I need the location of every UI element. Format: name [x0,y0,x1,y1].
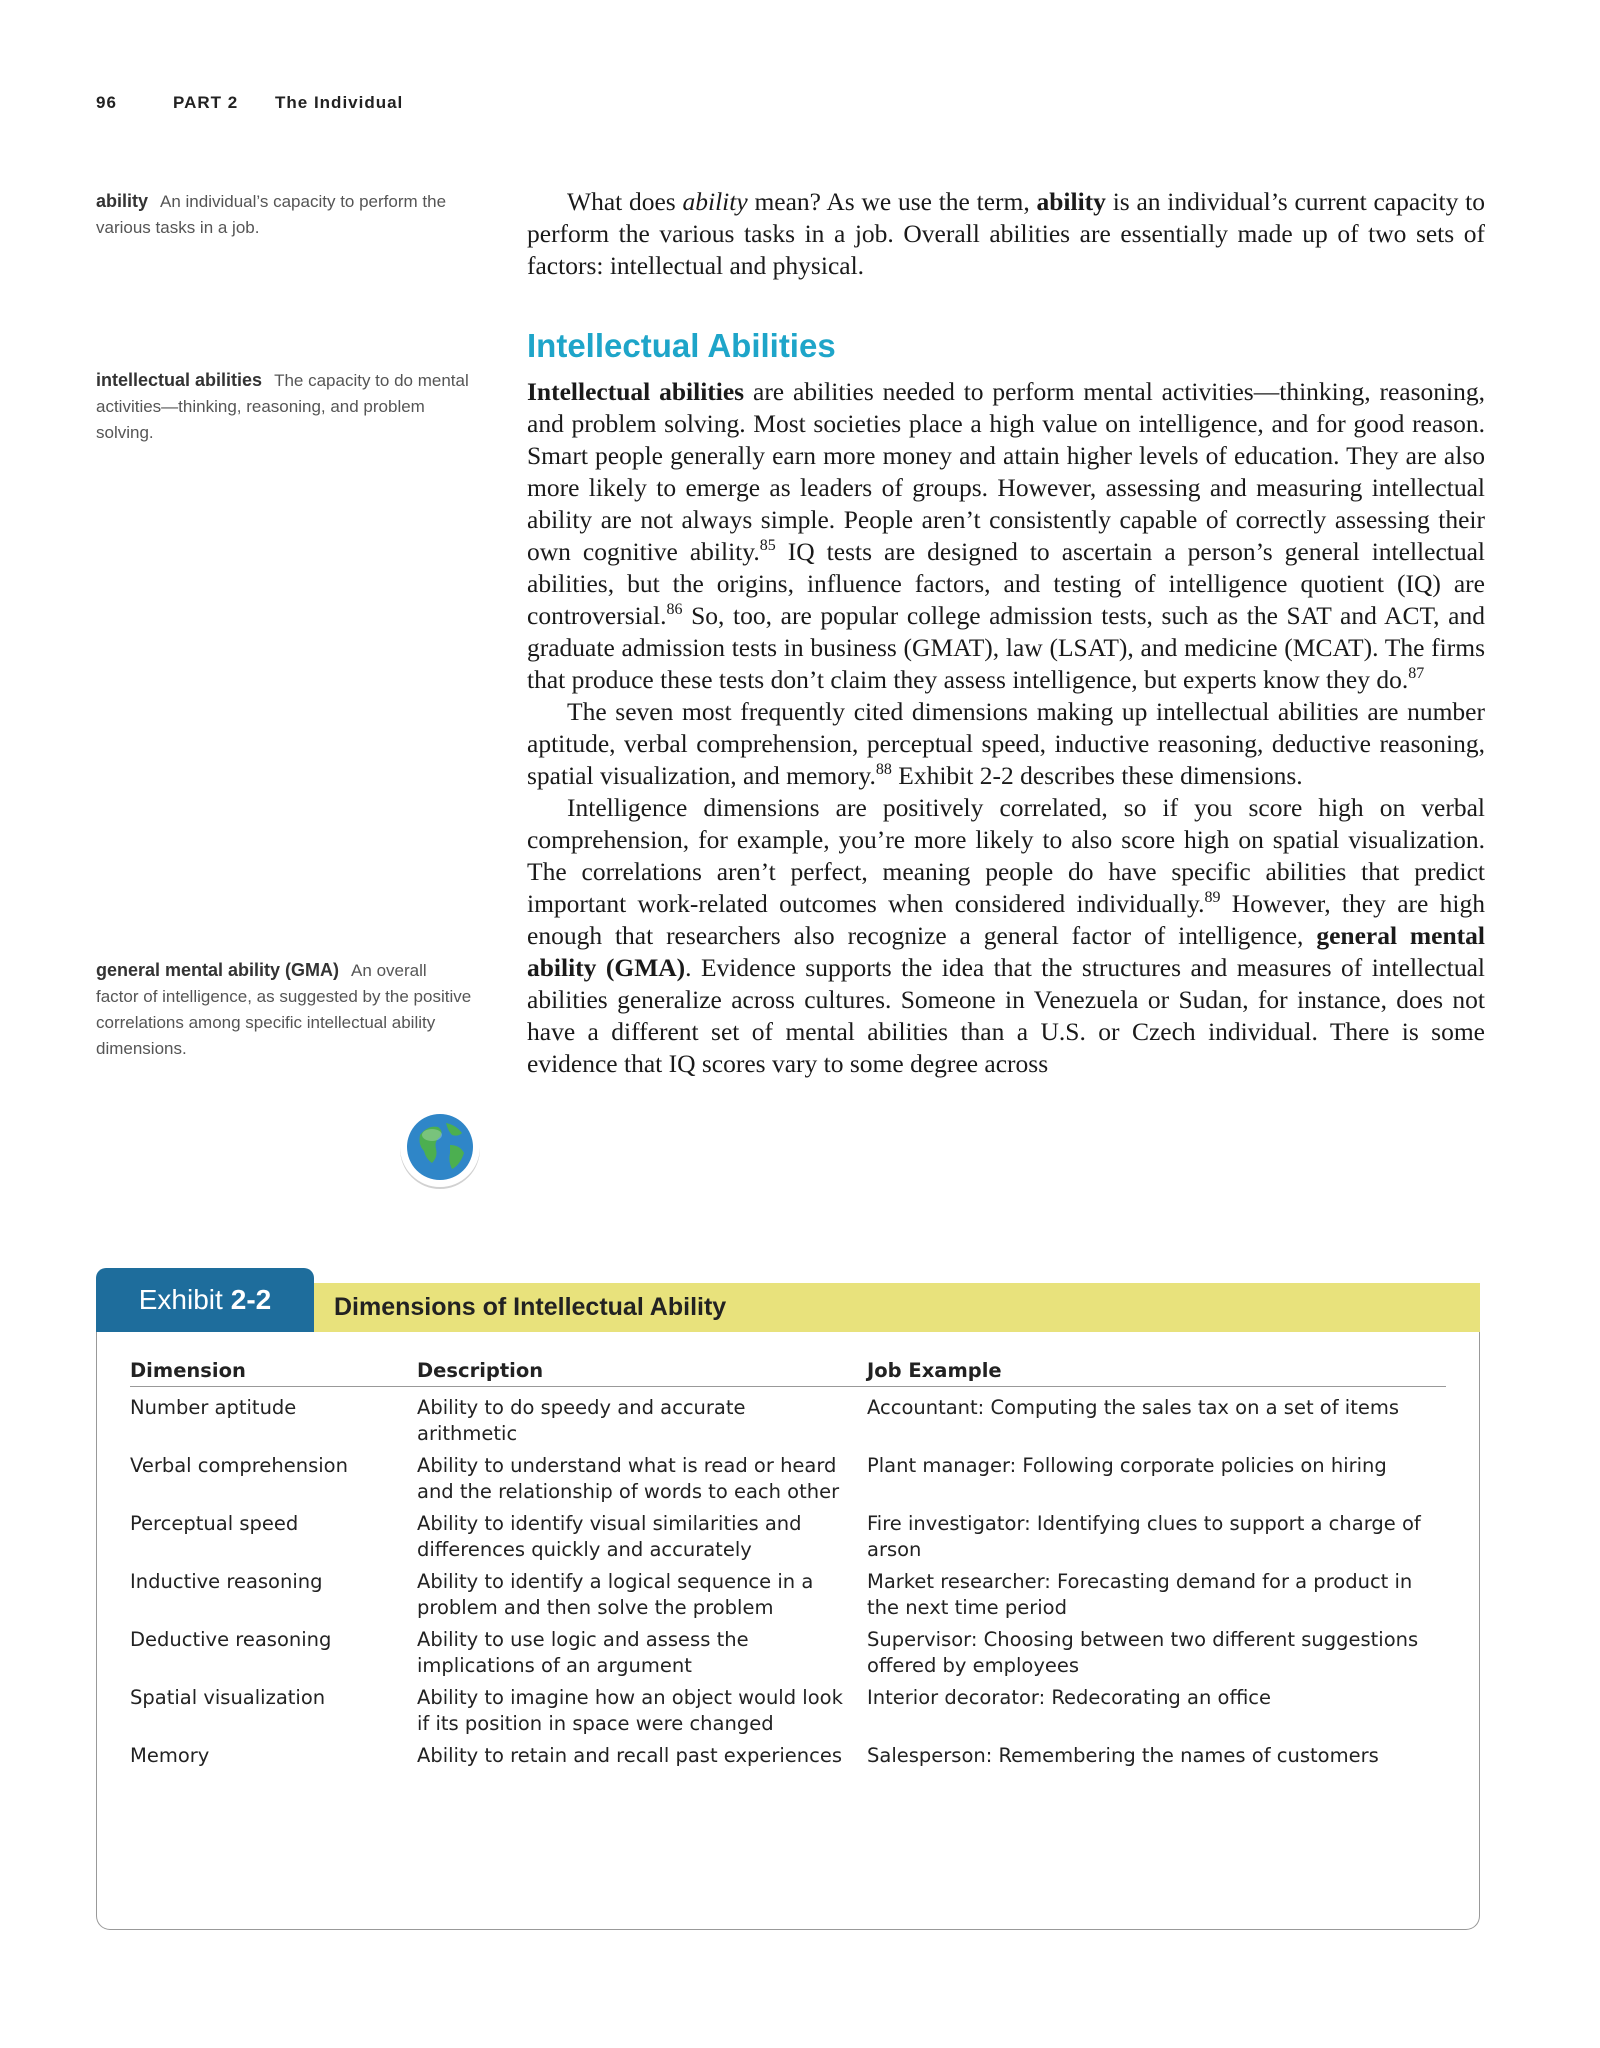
text-run-bold: Intellectual abilities [527,377,745,406]
cell-dimension: Memory [130,1744,210,1767]
glossary-term: general mental ability (GMA) [96,960,340,980]
footnote-ref: 88 [875,761,892,778]
text-run: So, too, are popular college admission tests, such as the SAT and ACT, and graduate admission tests in business (GMAT), law (LSAT), and medicine (MCAT). The firms that produce these tests don’t claim they assess intelligence, but experts know they do. [527,601,1485,694]
cell-example: Market researcher: Forecasting demand for a product in the next time period [867,1570,1413,1619]
table-row [130,1743,1446,1769]
section-heading: Intellectual Abilities [527,327,836,364]
cell-dimension: Deductive reasoning [130,1628,332,1651]
cell-example: Interior decorator: Redecorating an office [867,1686,1272,1709]
globe-icon [398,1105,482,1189]
cell-example: Supervisor: Choosing between two different suggestions offered by employees [867,1628,1419,1677]
exhibit-tab [96,1268,314,1332]
text-run: IQ tests are designed to ascertain a person’s general intellectual abilities, but the origins, influence factors, and testing of intelligence quotient (IQ) are controversial. [527,537,1486,630]
footnote-ref: 86 [666,601,683,618]
footnote-ref: 85 [759,537,776,554]
glossary-term: ability [96,191,149,211]
cell-description: Ability to imagine how an object would look if its position in space were changed [417,1686,843,1735]
paragraph-3 [527,792,1485,1080]
text-run: are abilities needed to perform mental activities—thinking, reasoning, and problem solving. Most societies place a high value on intelligence, and for good reason. Smart people generally earn more money and attain higher levels of education. They are also more likely to emerge as leaders of groups. However, assessing and measuring intellectual ability are not always simple. People aren’t consistently capable of correctly assessing their own cognitive ability. [527,377,1485,566]
section-title: The Individual [275,93,404,112]
cell-dimension: Spatial visualization [130,1686,326,1709]
text-run-italic: ability [682,187,748,216]
cell-description: Ability to retain and recall past experiences [417,1744,843,1767]
text-run: The seven most frequently cited dimensions making up intellectual abilities are number aptitude, verbal comprehension, perceptual speed, inductive reasoning, deductive reasoning, spatial visualization, and memory. [527,697,1485,790]
text-run: Intelligence dimensions are positively correlated, so if you score high on verbal comprehension, for example, you’re more likely to also score high on spatial visualization. The correlations aren’t perfect, meaning people do have specific abilities that predict important work-related outcomes when considered individually. [527,793,1485,918]
cell-example: Fire investigator: Identifying clues to support a charge of arson [867,1512,1421,1561]
cell-description: Ability to do speedy and accurate arithmetic [417,1396,746,1445]
table-row [130,1395,1446,1447]
cell-description: Ability to use logic and assess the implications of an argument [417,1628,749,1677]
table-header-row [130,1358,1446,1387]
cell-example: Salesperson: Remembering the names of customers [867,1744,1379,1767]
intro-paragraph [527,186,1485,282]
cell-dimension: Verbal comprehension [130,1454,348,1477]
column-header: Description [417,1359,544,1382]
page-number: 96 [96,93,117,112]
column-header: Job Example [867,1359,1002,1382]
cell-dimension: Number aptitude [130,1396,297,1419]
glossary-definition: An overall factor of intelligence, as suggested by the positive correlations among specific intellectual ability dimensions. [96,961,472,1058]
exhibit-table [130,1358,1446,1775]
cell-description: Ability to identify a logical sequence in a problem and then solve the problem [417,1570,814,1619]
cell-dimension: Inductive reasoning [130,1570,323,1593]
paragraph-2 [527,696,1485,792]
glossary-definition: An individual’s capacity to perform the various tasks in a job. [96,192,447,237]
glossary-entry-gma [96,957,472,1062]
table-row [130,1627,1446,1679]
glossary-definition: The capacity to do mental activities—thinking, reasoning, and problem solving. [96,371,469,442]
glossary-entry-intellectual-abilities [96,367,472,446]
exhibit-label: Exhibit [138,1284,223,1315]
table-row [130,1511,1446,1563]
footnote-ref: 89 [1204,889,1221,906]
text-run: What does [567,187,683,216]
footnote-ref: 87 [1408,665,1425,682]
text-run: . Evidence supports the idea that the structures and measures of intellectual abilities generalize across cultures. Someone in Venezuela or Sudan, for instance, does not have a different set of mental abilities than a U.S. or Czech individual. There is some evidence that IQ scores vary to some degree across [527,953,1485,1078]
text-run: mean? As we use the term, [747,187,1037,216]
cell-description: Ability to identify visual similarities and differences quickly and accurately [417,1512,802,1561]
glossary-entry-ability [96,188,472,241]
part-label: PART 2 [173,93,239,112]
paragraph-1 [527,376,1485,696]
cell-description: Ability to understand what is read or heard and the relationship of words to each other [417,1454,840,1503]
text-run-bold: general mental ability (GMA) [527,921,1485,982]
main-text [527,186,1485,1080]
exhibit-number: 2-2 [230,1284,272,1315]
cell-example: Accountant: Computing the sales tax on a set of items [867,1396,1399,1419]
text-run: Exhibit 2-2 describes these dimensions. [891,761,1303,790]
cell-dimension: Perceptual speed [130,1512,299,1535]
text-run: is an individual’s current capacity to perform the various tasks in a job. Overall abilities are essentially made up of two sets of factors: intellectual and physical. [527,187,1485,280]
table-row [130,1685,1446,1737]
text-run: However, they are high enough that researchers also recognize a general factor of intelligence, [527,889,1485,950]
column-header: Dimension [130,1359,246,1382]
table-row [130,1569,1446,1621]
text-run-bold: ability [1036,187,1106,216]
exhibit-title: Dimensions of Intellectual Ability [314,1283,1480,1332]
cell-example: Plant manager: Following corporate policies on hiring [867,1454,1387,1477]
table-row [130,1453,1446,1505]
table-body [130,1395,1446,1769]
running-header [96,90,403,116]
glossary-term: intellectual abilities [96,370,263,390]
